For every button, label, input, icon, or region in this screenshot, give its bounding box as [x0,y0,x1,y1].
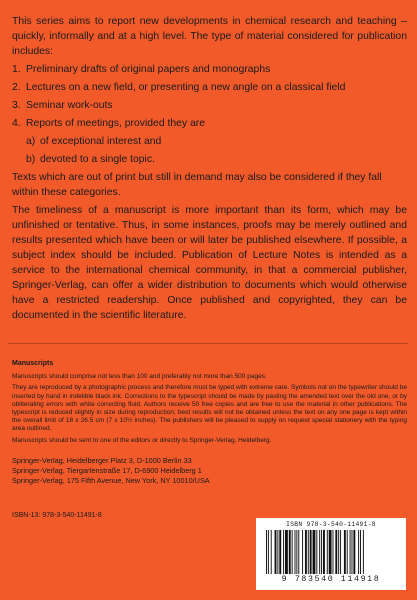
barcode-bars-icon [264,530,398,574]
list-number: 3. [12,100,21,111]
divider-rule [8,343,408,344]
manuscripts-instructions-paragraph: They are reproduced by a photographic process and therefore must be typed with extreme care. Symbols not on the typewriter should be inserted by hand in indelible black ink. Corrections to the typescript should be made by pasting the amended text over the old one, or by obliterating errors with white correcting fluid. Authors receive 50 free copies and are free to use the material in other publications. The typescript is reduced slightly in size during reproduction; best results will not be obtained unless the text on any one page is kept within the overall limit of 18 x 26.5 cm (7 x 10½ inches). The publishers will be pleased to supply on request special stationery with the typing area outlined. [12,384,407,433]
sub-list-text: of exceptional interest and [40,136,162,147]
address-line: Springer-Verlag, 175 Fifth Avenue, New York, NY 10010/USA [12,476,210,485]
list-number: 4. [12,118,21,129]
address-line: Springer-Verlag, Tiergartenstraße 17, D-6900 Heidelberg 1 [12,466,202,475]
list-text: Seminar work-outs [26,100,113,111]
manuscripts-section [12,360,407,445]
list-text: Reports of meetings, provided they are [26,118,206,129]
timeliness-paragraph: The timeliness of a manuscript is more important than its form, which may be unfinished or tentative. Thus, in some instances, proofs may be merely outlined and results presented which have been or will later be published elsewhere. If possible, a subject index should be included. Publication of Lecture Notes is intended as a service to the international chemical community, in that a commercial publisher, Springer-Verlag, can offer a wider distribution to documents which would otherwise have a restricted readership. Once published and copyrighted, they can be documented in the scientific literature. [12,205,407,321]
publisher-addresses [12,456,210,486]
sub-list-letter: a) [26,136,36,147]
list-number: 2. [12,82,21,93]
list-text: Preliminary drafts of original papers and monographs [26,64,271,75]
sub-list-item [12,134,407,149]
sub-list-text: devoted to a single topic. [40,154,155,165]
list-item [12,80,407,95]
sub-list-letter: b) [26,154,36,165]
manuscripts-send-paragraph: Manuscripts should be sent to one of the editors or directly to Springer-Verlag, Heidelberg. [12,436,272,444]
list-text: Lectures on a new field, or presenting a new angle on a classical field [26,82,346,93]
isbn-label: ISBN-13: 978-3-540-11491-8 [12,512,102,519]
list-item [12,116,407,131]
list-number: 1. [12,64,21,75]
barcode-digits: 9 783540 114918 [281,575,381,584]
manuscripts-heading: Manuscripts [12,360,54,367]
barcode-isbn-text: ISBN 978-3-540-11491-8 [286,521,376,528]
intro-paragraph: This series aims to report new developments in chemical research and teaching – quickly, informally and at a high level. The type of material considered for publication includes: [12,16,407,57]
list-item [12,62,407,77]
series-description [12,14,407,323]
address-line: Springer-Verlag, Heidelberger Platz 3, D-1000 Berlin 33 [12,456,192,465]
manuscripts-length-paragraph: Manuscripts should comprise not less than 100 and preferably not more than 500 pages. [12,373,267,381]
list-item [12,98,407,113]
barcode [256,518,406,590]
out-of-print-paragraph: Texts which are out of print but still in demand may also be considered if they fall within these categories. [12,172,382,198]
sub-list-item [12,152,407,167]
